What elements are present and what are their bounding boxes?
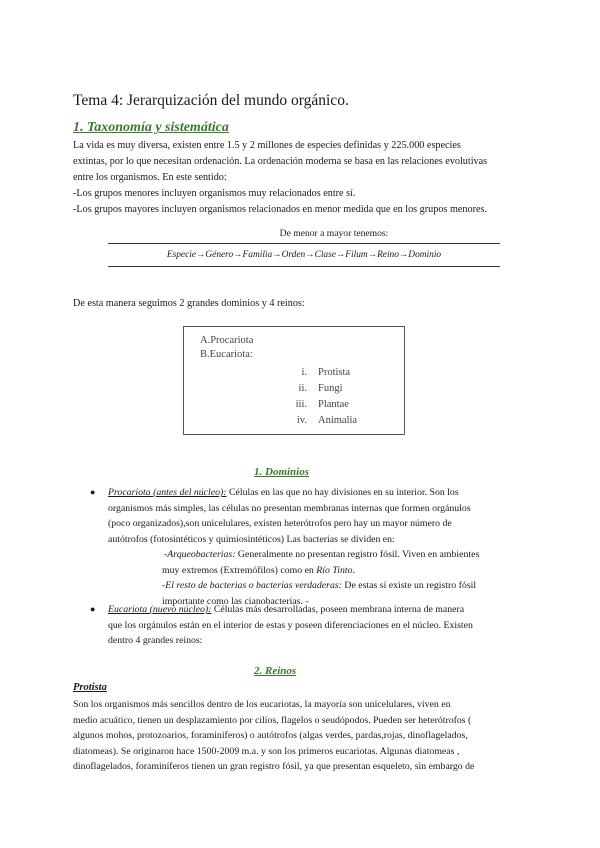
kingdom-number: i.	[301, 367, 307, 378]
ranking-label: De menor a mayor tenemos:	[279, 228, 389, 239]
bullet-icon: ●	[90, 487, 96, 497]
kingdom-item	[283, 383, 403, 394]
intro-dominios-text: De esta manera seguimos 2 grandes dominios y 4 reinos:	[73, 298, 305, 309]
kingdom-number: ii.	[298, 383, 307, 394]
kingdom-name: Plantae	[318, 399, 349, 410]
taxonomia-paragraph	[73, 138, 528, 218]
paragraph-line: dinoflagelados, foraminíferos tienen un gran registro fósil, ya que presentan esqueleto, sin embargo de	[73, 761, 475, 772]
paragraph-line: muy extremos (Extremófilos) como en	[162, 564, 317, 576]
kingdom-item	[283, 415, 403, 426]
arqueobacterias-label: -Arqueobacterias:	[164, 549, 236, 560]
paragraph-line: importante como las cianobacterias. -	[162, 595, 309, 607]
paragraph-line: De estas sí existe un registro fósil	[341, 580, 477, 591]
paragraph-line: Son los organismos más sencillos dentro de los eucariotas, la mayoría son unicelulares, viven en	[73, 699, 451, 710]
bacterias-verdaderas-label: -El resto de bacterias o bacterias verdaderas:	[162, 580, 342, 591]
eucariota-label: Eucariota (nuevo núcleo):	[108, 604, 212, 615]
kingdom-name: Animalia	[318, 415, 358, 426]
kingdom-name: Fungi	[318, 383, 343, 394]
domain-kingdom-box	[183, 326, 405, 435]
procariota-label: Procariota (antes del núcleo):	[108, 487, 227, 498]
kingdom-item	[283, 399, 403, 410]
ranking-sequence: Especie→Género→Familia→Orden→Clase→Filum→Reino→Dominio	[108, 243, 500, 267]
paragraph-line: extintas, por lo que necesitan ordenación. La ordenación moderna se basa en las relaciones evolutivas	[73, 156, 488, 167]
paragraph-line: medio acuático, tienen un desplazamiento por cilios, flagelos o seudópodos. Pueden ser heterótrofos (	[73, 714, 472, 726]
paragraph-line: La vida es muy diversa, existen entre 1.5 y 2 millones de especies definidas y 225.000 especies	[73, 140, 461, 151]
paragraph-line: entre los organismos. En este sentido:	[73, 172, 227, 183]
paragraph-line: (poco organizados),son unicelulares, existen heterótrofos pero hay un mayor número de	[108, 518, 452, 529]
domain-procariota: A.Procariota	[200, 335, 254, 346]
section-heading-taxonomia: 1. Taxonomía y sistemática	[73, 120, 229, 135]
paragraph-line: organismos más simples, las células no presentan membranas internas que formen orgánulos	[108, 502, 471, 514]
eucariota-bullet	[90, 602, 510, 649]
place-name: Río Tinto	[316, 564, 353, 576]
paragraph-line: Células en las que no hay divisiones en su interior. Son los	[226, 487, 459, 498]
paragraph-line: -Los grupos menores incluyen organismos muy relacionados entre sí.	[73, 188, 356, 199]
kingdom-number: iii.	[295, 399, 307, 410]
paragraph-line: autótrofos (fotosintéticos y quimiosintéticos) Las bacterias se dividen en:	[108, 533, 395, 545]
paragraph-line: algunos mohos, protozoarios, foraminíferos) o autótrofos (algas verdes, pardas,rojas, dinoflagelados,	[73, 730, 468, 741]
page-title: Tema 4: Jerarquización del mundo orgánico.	[73, 92, 349, 109]
domain-eucariota: B.Eucariota:	[200, 349, 253, 360]
paragraph-line: Generalmente no presentan registro fósil. Viven en ambientes	[235, 549, 480, 560]
protista-subheading: Protista	[73, 682, 107, 693]
procariota-bullet	[90, 485, 510, 609]
kingdom-name: Protista	[318, 367, 351, 378]
paragraph-line: que los orgánulos están en el interior de estas y poseen diferenciaciones en el núcleo. Existen	[108, 619, 473, 631]
section-heading-dominios: 1. Dominios	[254, 466, 310, 478]
bullet-icon: ●	[90, 604, 96, 614]
paragraph-line: Células más desarrolladas, poseen membrana interna de manera	[211, 604, 465, 615]
kingdom-item	[283, 367, 403, 378]
kingdom-number: iv.	[296, 415, 307, 426]
ranking-table	[108, 228, 500, 267]
paragraph-line: -Los grupos mayores incluyen organismos relacionados en menor medida que en los grupos menores.	[73, 204, 488, 215]
punctuation: .	[352, 564, 355, 576]
protista-paragraph	[73, 697, 528, 775]
paragraph-line: diatomeas). Se originaron hace 1500-2009 m.a. y son los primeros eucariotas. Algunas diatomeas ,	[73, 745, 460, 757]
paragraph-line: dentro 4 grandes reinos:	[108, 635, 203, 646]
section-heading-reinos: 2. Reinos	[254, 665, 297, 677]
